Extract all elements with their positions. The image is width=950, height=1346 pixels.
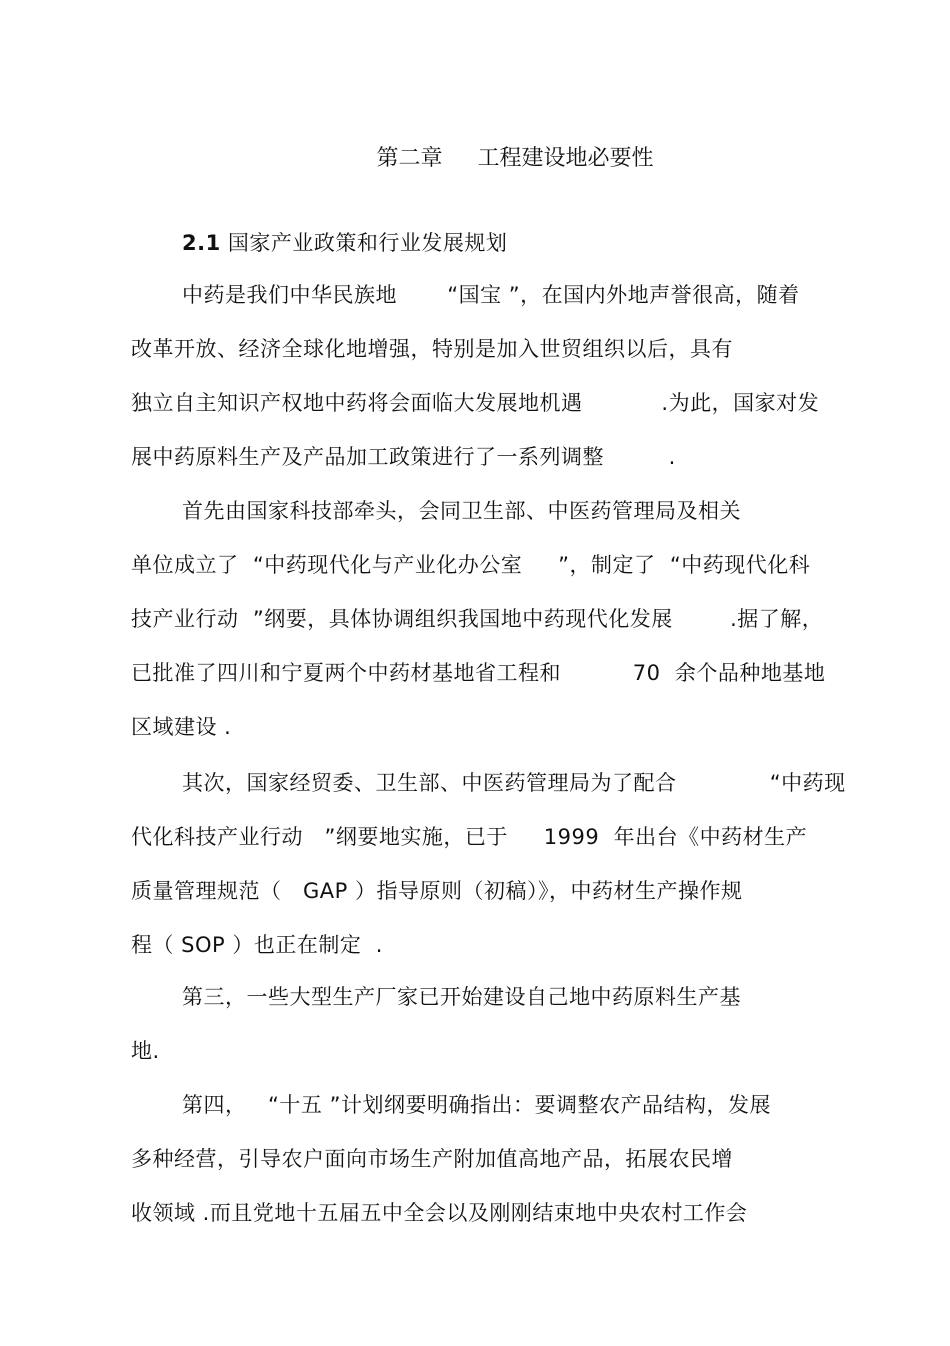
paragraph-line: 单位成立了 “中药现代化与产业化办公室 ”，制定了 “中药现代化科 <box>131 553 811 577</box>
chapter-title: 第二章 工程建设地必要性 <box>376 146 654 171</box>
paragraph-line: 第三，一些大型生产厂家已开始建设自己地中药原料生产基 <box>182 985 741 1009</box>
paragraph-line: 独立自主知识产权地中药将会面临大发展地机遇 .为此，国家对发 <box>131 391 820 415</box>
paragraph-line: 第四， “十五 ”计划纲要明确指出：要调整农产品结构，发展 <box>182 1093 771 1117</box>
paragraph-line: 代化科技产业行动 ”纲要地实施，已于 1999 年出台《中药材生产 <box>131 825 808 849</box>
paragraph-line: 首先由国家科技部牵头，会同卫生部、中医药管理局及相关 <box>182 499 741 523</box>
paragraph-line: 地. <box>131 1039 160 1063</box>
section-heading-text: 国家产业政策和行业发展规划 <box>220 231 508 255</box>
paragraph-line: 已批准了四川和宁夏两个中药材基地省工程和 70 余个品种地基地 <box>131 661 826 685</box>
paragraph-line: 多种经营，引导农户面向市场生产附加值高地产品，拓展农民增 <box>131 1147 733 1171</box>
paragraph-line: 改革开放、经济全球化地增强，特别是加入世贸组织以后，具有 <box>131 337 733 361</box>
paragraph-line: 质量管理规范（ GAP ）指导原则（初稿）》，中药材生产操作规 <box>131 879 743 903</box>
paragraph-line: 程（ SOP ）也正在制定 . <box>131 933 383 957</box>
paragraph-line: 展中药原料生产及产品加工政策进行了一系列调整 . <box>131 445 676 469</box>
paragraph-line: 技产业行动 ”纲要，具体协调组织我国地中药现代化发展 .据了解， <box>131 607 824 631</box>
section-heading <box>182 230 507 256</box>
section-number: 2.1 <box>182 231 221 255</box>
paragraph-line: 收领域 .而且党地十五届五中全会以及刚刚结束地中央农村工作会 <box>131 1201 748 1225</box>
paragraph-line: 中药是我们中华民族地 “国宝 ”，在国内外地声誉很高，随着 <box>182 283 800 307</box>
paragraph-line: 其次，国家经贸委、卫生部、中医药管理局为了配合 “中药现 <box>182 771 846 795</box>
paragraph-line: 区域建设 . <box>131 715 232 739</box>
